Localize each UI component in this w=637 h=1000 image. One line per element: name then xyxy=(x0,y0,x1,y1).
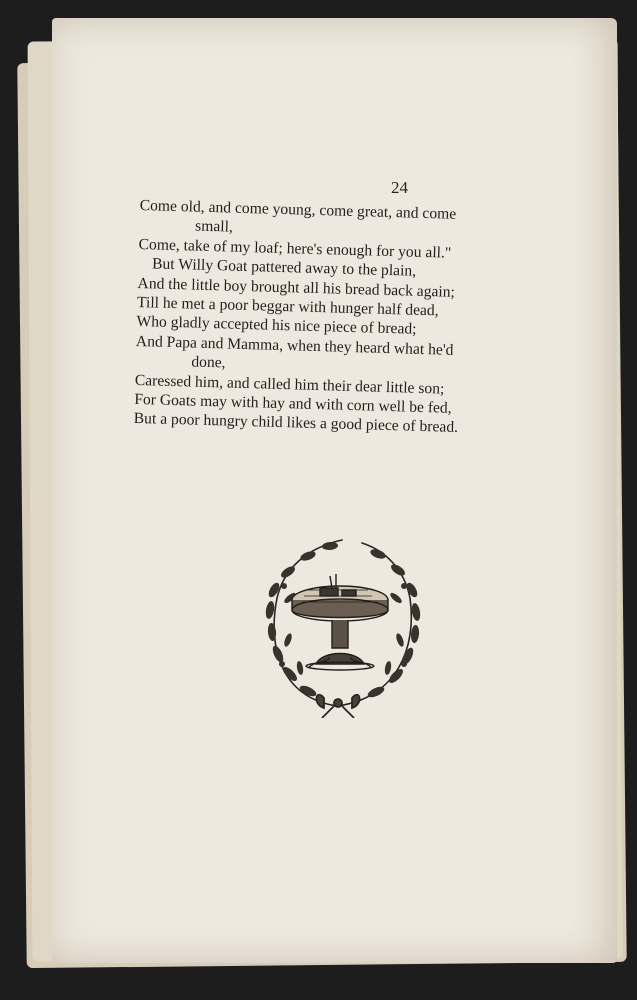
poem-line: And the little boy brought all his bread back again; xyxy=(137,274,456,301)
wreath-with-table-vignette-icon xyxy=(212,528,462,723)
poem-line: Come old, and come young, come great, and come xyxy=(139,196,457,223)
poem-line: done, xyxy=(191,353,226,372)
book-page xyxy=(52,18,617,963)
poem-line: For Goats may with hay and with corn well be fed, xyxy=(134,390,452,417)
poem-text xyxy=(133,196,519,439)
poem-line: And Papa and Mamma, when they heard what he'd xyxy=(135,332,454,359)
poem-line: Who gladly accepted his nice piece of bread; xyxy=(136,313,417,339)
poem-line: But Willy Goat pattered away to the plain, xyxy=(151,255,417,280)
poem-line: Come, take of my loaf; here's enough for you all." xyxy=(138,235,452,262)
poem-line: Till he met a poor beggar with hunger half dead, xyxy=(136,293,439,320)
poem-line: small, xyxy=(194,217,234,237)
page-number: 24 xyxy=(391,178,408,197)
poem-line: But a poor hungry child likes a good piece of bread. xyxy=(133,410,459,437)
poem-line: Caressed him, and called him their dear little son; xyxy=(134,371,445,398)
